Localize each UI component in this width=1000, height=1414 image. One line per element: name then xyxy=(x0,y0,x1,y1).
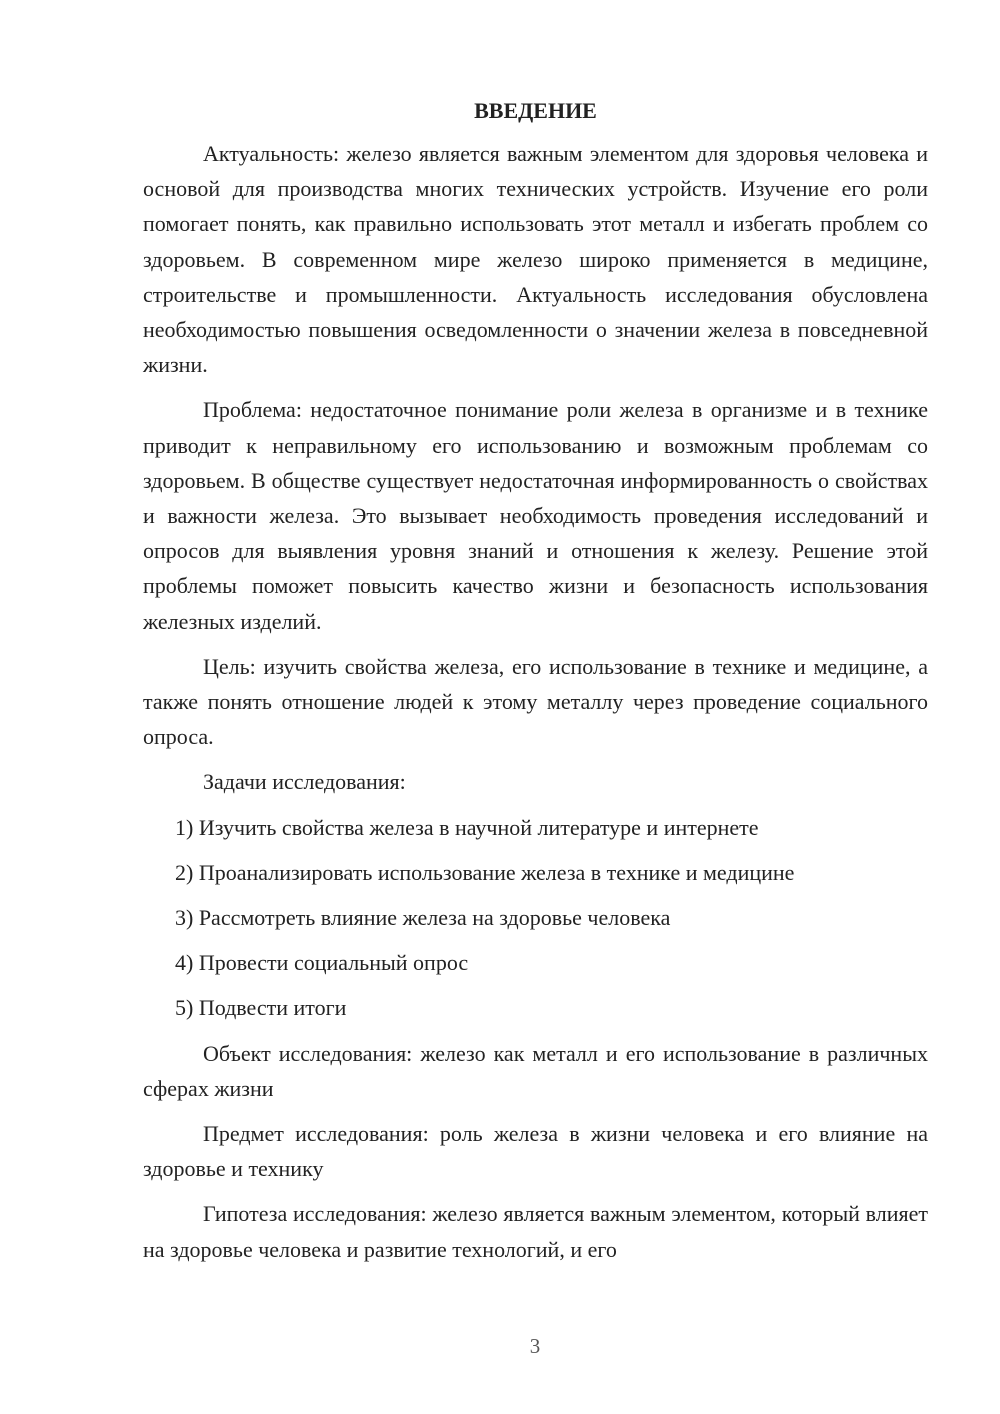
task-item: 1) Изучить свойства железа в научной литературе и интернете xyxy=(175,814,759,840)
page-number: 3 xyxy=(529,1334,541,1358)
tasks-heading: Задачи исследования: xyxy=(203,769,406,795)
section-title: ВВЕДЕНИЕ xyxy=(474,98,597,123)
task-item: 3) Рассмотреть влияние железа на здоровье человека xyxy=(175,905,671,931)
task-item: 5) Подвести итоги xyxy=(175,995,347,1021)
paragraph-relevance: Актуальность: железо является важным элементом для здоровья человека и основой для производства многих технических устройств. Изучение его роли помогает понять, как правильно использовать этот металл и избегать проблем со здоровьем. В современном мире железо широко применяется в медицине, строительстве и промышленности. Актуальность исследования обусловлена необходимостью повышения осведомленности о значении железа в повседневной жизни. xyxy=(143,141,928,378)
task-item: 4) Провести социальный опрос xyxy=(175,950,469,976)
paragraph-subject: Предмет исследования: роль железа в жизни человека и его влияние на здоровье и технику xyxy=(143,1121,928,1182)
paragraph-hypothesis: Гипотеза исследования: железо является важным элементом, который влияет на здоровье человека и развитие технологий, и его xyxy=(143,1201,928,1262)
document-page xyxy=(143,96,928,1277)
paragraph-goal: Цель: изучить свойства железа, его использование в технике и медицине, а также понять отношение людей к этому металлу через проведение социального опроса. xyxy=(143,653,928,750)
task-item: 2) Проанализировать использование железа в технике и медицине xyxy=(175,859,795,885)
paragraph-problem: Проблема: недостаточное понимание роли железа в организме и в технике приводит к неправильному его использованию и возможным проблемам со здоровьем. В обществе существует недостаточная информированность о свойствах и важности железа. Это вызывает необходимость проведения исследований и опросов для выявления уровня знаний и отношения к железу. Решение этой проблемы поможет повысить качество жизни и безопасность использования железных изделий. xyxy=(143,397,928,634)
paragraph-object: Объект исследования: железо как металл и его использование в различных сферах жизни xyxy=(143,1040,928,1101)
